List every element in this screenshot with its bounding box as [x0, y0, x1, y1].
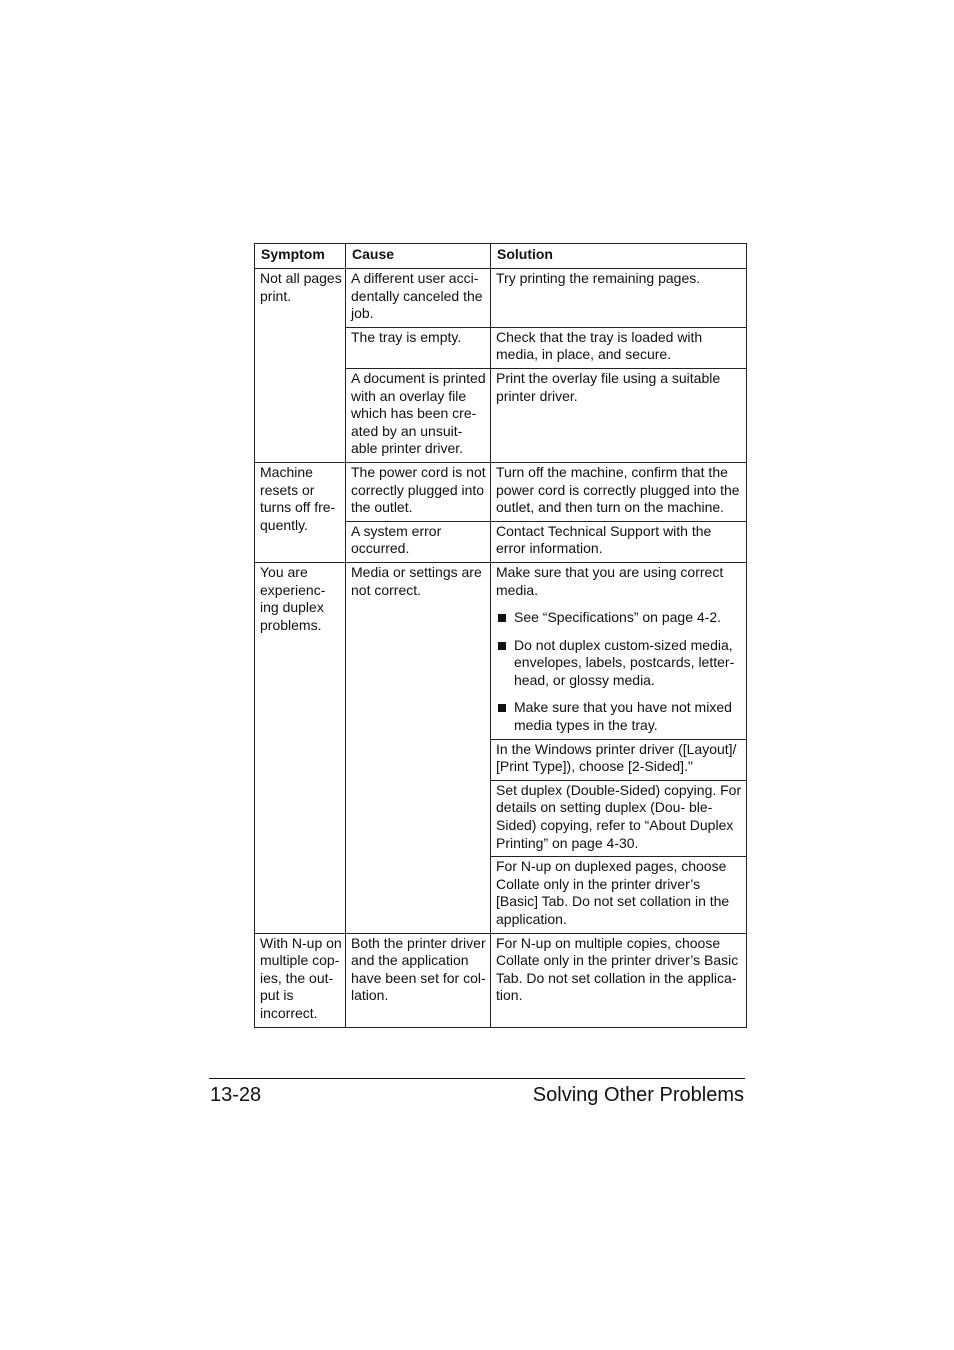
troubleshooting-table: [254, 243, 747, 1028]
cause-cell: Both the printer driver and the application have been set for col- lation.: [346, 933, 491, 1027]
solution-cell: [491, 562, 747, 739]
solution-cell: For N-up on multiple copies, choose Collate only in the printer driver’s Basic Tab. Do not set collation in the applica- tion.: [491, 933, 747, 1027]
section-title: Solving Other Problems: [532, 1084, 744, 1106]
table-row: [255, 562, 747, 739]
square-bullet-icon: [498, 704, 506, 712]
cause-cell: Media or settings are not correct.: [346, 562, 491, 933]
table-row: [255, 933, 747, 1027]
symptom-cell: With N-up on multiple cop- ies, the out- put is incorrect.: [255, 933, 346, 1027]
symptom-cell: You are experienc- ing duplex problems.: [255, 562, 346, 933]
table-row: [255, 269, 747, 328]
solution-cell: Check that the tray is loaded with media, in place, and secure.: [491, 327, 747, 368]
solution-cell: Try printing the remaining pages.: [491, 269, 747, 328]
cause-cell: A document is printed with an overlay file which has been cre- ated by an unsuit- able printer driver.: [346, 368, 491, 462]
cause-cell: The power cord is not correctly plugged into the outlet.: [346, 462, 491, 521]
bullet-text: Do not duplex custom-sized media, envelopes, labels, postcards, letter- head, or glossy media.: [514, 636, 735, 688]
cause-cell: The tray is empty.: [346, 327, 491, 368]
solution-cell: Print the overlay file using a suitable printer driver.: [491, 368, 747, 462]
solution-cell: Turn off the machine, confirm that the power cord is correctly plugged into the outlet, and then turn on the machine.: [491, 462, 747, 521]
bullet-text: Make sure that you have not mixed media types in the tray.: [514, 699, 732, 734]
header-cause: Cause: [346, 244, 491, 269]
symptom-cell: Machine resets or turns off fre- quently.: [255, 462, 346, 562]
solution-cell: Contact Technical Support with the error information.: [491, 521, 747, 562]
square-bullet-icon: [498, 614, 506, 622]
symptom-cell: Not all pages print.: [255, 269, 346, 463]
header-solution: Solution: [491, 244, 747, 269]
list-item: [496, 699, 744, 734]
bullet-list: [496, 609, 744, 735]
page-number: 13-28: [210, 1084, 262, 1106]
bullet-text: See “Specifications” on page 4-2.: [514, 609, 722, 626]
solution-cell: For N-up on duplexed pages, choose Collate only in the printer driver’s [Basic] Tab. Do not set collation in the application.: [491, 857, 747, 933]
cause-cell: A system error occurred.: [346, 521, 491, 562]
footer-divider: [209, 1078, 745, 1079]
list-item: [496, 637, 744, 690]
list-item: [496, 609, 744, 627]
header-symptom: Symptom: [255, 244, 346, 269]
solution-text: Make sure that you are using correct media.: [496, 563, 724, 598]
square-bullet-icon: [498, 642, 506, 650]
solution-cell: In the Windows printer driver ([Layout]/ [Print Type]), choose [2-Sided].": [491, 739, 747, 780]
table-header-row: [255, 244, 747, 269]
solution-cell: Set duplex (Double-Sided) copying. For details on setting duplex (Dou- ble-Sided) copying, refer to “About Duplex Printing” on page 4-30.: [491, 780, 747, 856]
cause-cell: A different user acci- dentally canceled the job.: [346, 269, 491, 328]
table-row: [255, 462, 747, 521]
